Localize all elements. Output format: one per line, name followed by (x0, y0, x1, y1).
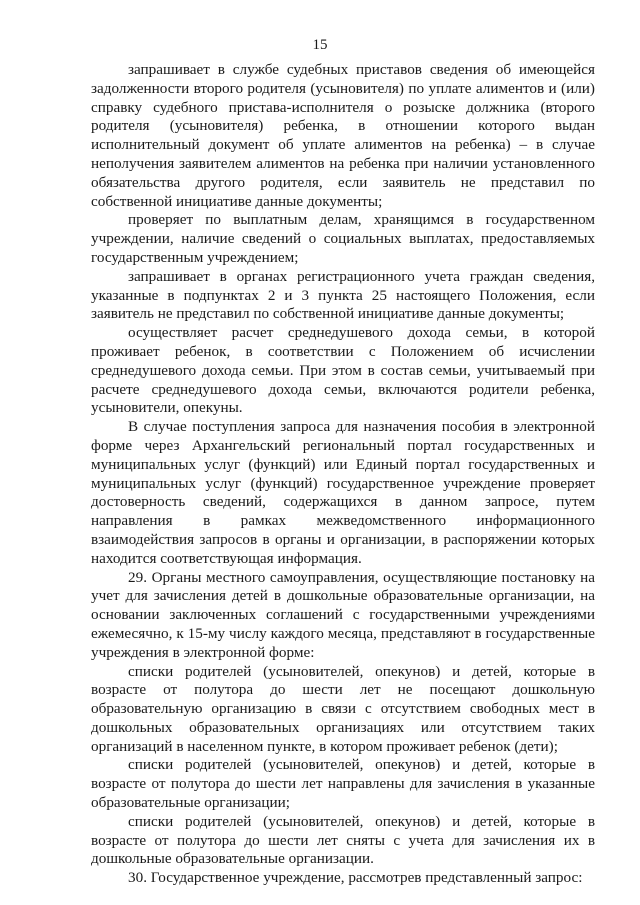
paragraph-request-bailiff-info: запрашивает в службе судебных приставов сведения об имеющейся задолженности второго родителя (усыновителя) по уплате алиментов и (или) справку судебного пристава-исполнителя о розыске должника (второго родителя (усыновителя) ребенка, в отношении которого выдан исполнительный документ об уплате алиментов на ребенка) – в случае неполучения заявителем алиментов на ребенка при наличии установленного обязательства другого родителя, если заявитель не представил по собственной инициативе данные документы; (91, 61, 595, 210)
paragraph-calculate-income: осуществляет расчет среднедушевого дохода семьи, в которой проживает ребенок, в соответствии с Положением об исчислении среднедушевого дохода семьи. При этом в состав семьи, учитываемый при расчете среднедушевого дохода семьи, включаются родители ребенка, усыновители, опекуны. (91, 324, 595, 417)
document-body (91, 61, 595, 888)
paragraph-list-not-attending: списки родителей (усыновителей, опекунов) и детей, которые в возрасте от полутора до шести лет не посещают дошкольную образовательную организацию в связи с отсутствием свободных мест в дошкольных образовательных организациях или отсутствием таких организаций в населенном пункте, в котором проживает ребенок (дети); (91, 662, 595, 755)
page-number: 15 (312, 37, 328, 53)
paragraph-item-30: 30. Государственное учреждение, рассмотрев представленный запрос: (128, 869, 583, 887)
paragraph-electronic-request: В случае поступления запроса для назначения пособия в электронной форме через Архангельский региональный портал государственных и муниципальных услуг (функций) или Единый портал государственных и муниципальных услуг (функций) государственное учреждение проверяет достоверность сведений, содержащихся в данном запросе, путем направления в рамках межведомственного информационного взаимодействия запросов в органы и организации, в распоряжении которых находится соответствующая информация. (91, 418, 595, 567)
paragraph-list-removed: списки родителей (усыновителей, опекунов) и детей, которые в возрасте от полутора до шести лет сняты с учета для зачисления их в дошкольные образовательные организации. (91, 812, 595, 868)
paragraph-check-payment-files: проверяет по выплатным делам, хранящимся в государственном учреждении, наличие сведений о социальных выплатах, предоставляемых государственным учреждением; (91, 211, 595, 266)
paragraph-list-sent-enrollment: списки родителей (усыновителей, опекунов) и детей, которые в возрасте от полутора до шести лет направлены для зачисления в указанные образовательные организации; (91, 756, 595, 812)
paragraph-item-29: 29. Органы местного самоуправления, осуществляющие постановку на учет для зачисления детей в дошкольные образовательные организации, на основании заключенных соглашений с государственными учреждениями ежемесячно, к 15-му числу каждого месяца, представляют в государственные учреждения в электронной форме: (91, 568, 595, 661)
paragraph-request-registration-info: запрашивает в органах регистрационного учета граждан сведения, указанные в подпунктах 2 и 3 пункта 25 настоящего Положения, если заявитель не представил по собственной инициативе данные документы; (91, 267, 595, 323)
